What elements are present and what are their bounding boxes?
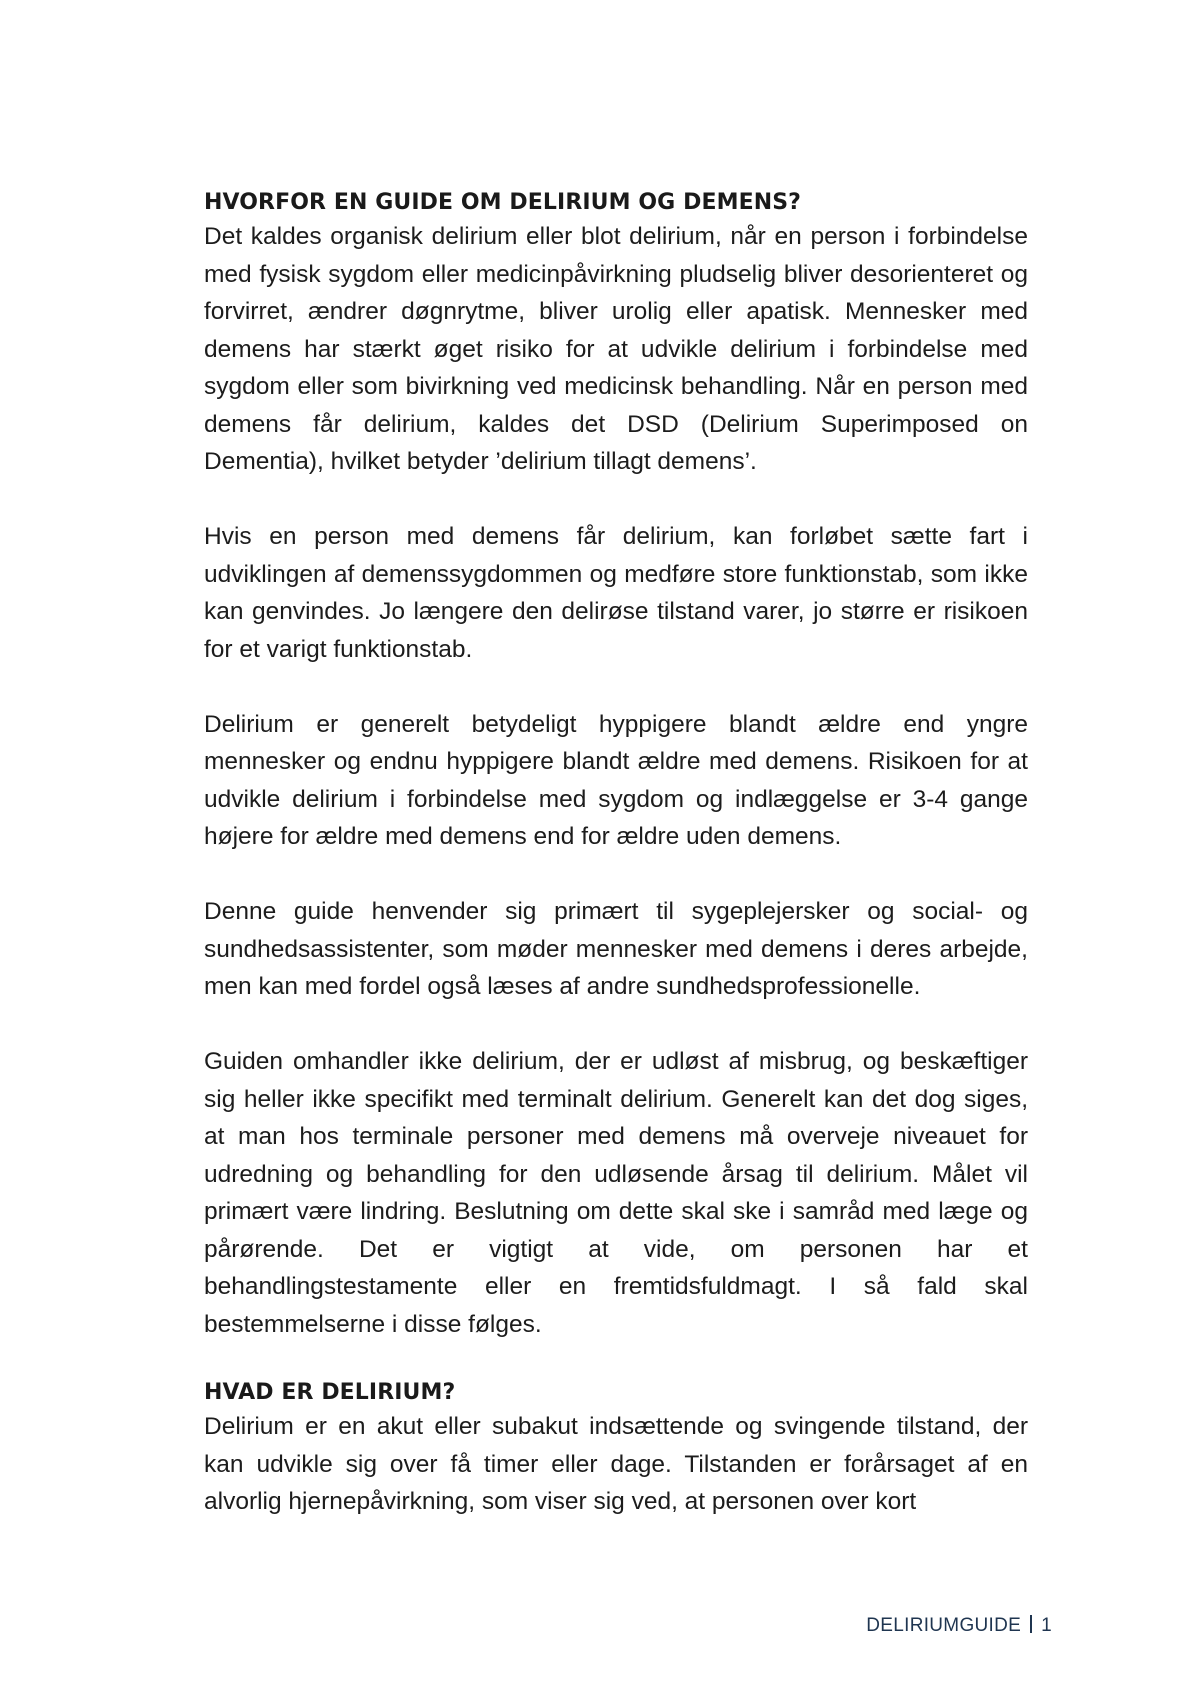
paragraph: Hvis en person med demens får delirium, kan forløbet sætte fart i udviklingen af demenssygdommen og medføre store funktionstab, som ikke kan genvindes. Jo længere den delirøse tilstand varer, jo større er risikoen for et varigt funktionstab. <box>204 523 1028 663</box>
paragraph: Delirium er en akut eller subakut indsættende og svingende tilstand, der kan udvikle sig over få timer eller dage. Tilstanden er forårsaget af en alvorlig hjernepåvirkning, som viser sig ved, at personen over kort <box>204 1413 1028 1515</box>
footer-divider <box>1030 1615 1032 1633</box>
paragraph: Denne guide henvender sig primært til sygeplejersker og social- og sundhedsassistenter, som møder mennesker med demens i deres arbejde, men kan med fordel også læses af andre sundhedsprofessionelle. <box>204 898 1028 1000</box>
footer-title: DELIRIUMGUIDE <box>866 1615 1022 1636</box>
section-what-is-delirium <box>204 1378 1028 1521</box>
page-content <box>204 188 1028 1521</box>
paragraph: Det kaldes organisk delirium eller blot delirium, når en person i forbindelse med fysisk sygdom eller medicinpåvirkning pludselig bliver desorienteret og forvirret, ændrer døgnrytme, bliver urolig eller apatisk. Mennesker med demens har stærkt øget risiko for at udvikle delirium i forbindelse med sygdom eller som bivirkning ved medicinsk behandling. Når en person med demens får delirium, kaldes det DSD (Delirium Superimposed on Dementia), hvilket betyder ’delirium tillagt demens’. <box>204 223 1028 475</box>
page-number: 1 <box>1041 1615 1052 1636</box>
section-heading: HVAD ER DELIRIUM? <box>204 1380 456 1405</box>
paragraph: Guiden omhandler ikke delirium, der er udløst af misbrug, og beskæftiger sig heller ikke specifikt med terminalt delirium. Generelt kan det dog siges, at man hos terminale personer med demens må overveje niveauet for udredning og behandling for den udløsende årsag til delirium. Målet vil primært være lindring. Beslutning om dette skal ske i samråd med læge og pårørende. Det er vigtigt at vide, om personen har et behandlingstestamente eller en fremtidsfuldmagt. I så fald skal bestemmelserne i disse følges. <box>204 1048 1028 1338</box>
page-footer <box>866 1614 1052 1638</box>
paragraph: Delirium er generelt betydeligt hyppigere blandt ældre end yngre mennesker og endnu hyppigere blandt ældre med demens. Risikoen for at udvikle delirium i forbindelse med sygdom og indlæggelse er 3-4 gange højere for ældre med demens end for ældre uden demens. <box>204 710 1028 850</box>
section-why-guide <box>204 188 1028 1343</box>
section-heading: HVORFOR EN GUIDE OM DELIRIUM OG DEMENS? <box>204 190 802 215</box>
